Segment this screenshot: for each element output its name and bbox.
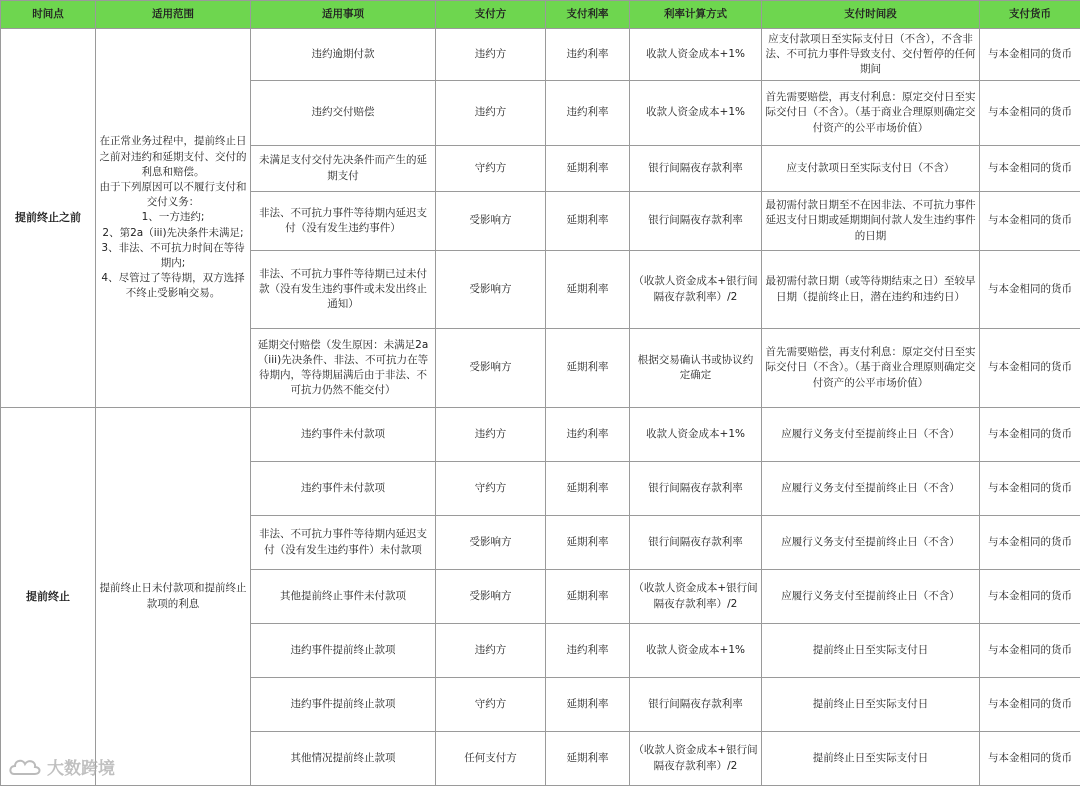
payer-cell: 违约方 <box>436 408 546 462</box>
payer-cell: 受影响方 <box>436 516 546 570</box>
currency-cell: 与本金相同的货币 <box>980 192 1080 251</box>
item-cell: 违约事件未付款项 <box>251 408 436 462</box>
rate-cell: 延期利率 <box>546 462 630 516</box>
method-cell: 收款人资金成本+1% <box>630 408 762 462</box>
item-cell: 非法、不可抗力事件等待期已过未付款（没有发生违约事件或未发出终止通知） <box>251 251 436 329</box>
method-cell: 银行间隔夜存款利率 <box>630 146 762 192</box>
period-cell: 应履行义务支付至提前终止日（不含） <box>762 516 980 570</box>
table-body <box>1 29 1080 786</box>
rate-cell: 延期利率 <box>546 732 630 786</box>
currency-cell: 与本金相同的货币 <box>980 624 1080 678</box>
rate-cell: 违约利率 <box>546 408 630 462</box>
period-cell: 应履行义务支付至提前终止日（不含） <box>762 462 980 516</box>
period-cell: 提前终止日至实际支付日 <box>762 624 980 678</box>
rate-cell: 违约利率 <box>546 624 630 678</box>
period-cell: 应履行义务支付至提前终止日（不含） <box>762 570 980 624</box>
currency-cell: 与本金相同的货币 <box>980 146 1080 192</box>
method-cell: 收款人资金成本+1% <box>630 624 762 678</box>
payer-cell: 违约方 <box>436 624 546 678</box>
scope-cell: 提前终止日未付款项和提前终止款项的利息 <box>96 408 251 786</box>
header-row <box>1 1 1080 29</box>
currency-cell: 与本金相同的货币 <box>980 408 1080 462</box>
currency-cell: 与本金相同的货币 <box>980 251 1080 329</box>
method-cell: （收款人资金成本+银行间隔夜存款利率）/2 <box>630 251 762 329</box>
item-cell: 非法、不可抗力事件等待期内延迟支付（没有发生违约事件）未付款项 <box>251 516 436 570</box>
header-cell-payer: 支付方 <box>436 1 546 29</box>
currency-cell: 与本金相同的货币 <box>980 570 1080 624</box>
header-cell-item: 适用事项 <box>251 1 436 29</box>
currency-cell: 与本金相同的货币 <box>980 732 1080 786</box>
method-cell: 收款人资金成本+1% <box>630 81 762 146</box>
rate-cell: 延期利率 <box>546 146 630 192</box>
period-cell: 应履行义务支付至提前终止日（不含） <box>762 408 980 462</box>
period-cell: 最初需付款日期至不在因非法、不可抗力事件延迟支付日期或延期期间付款人发生违约事件的日期 <box>762 192 980 251</box>
phase-cell: 提前终止 <box>1 408 96 786</box>
payer-cell: 受影响方 <box>436 192 546 251</box>
method-cell: 收款人资金成本+1% <box>630 29 762 81</box>
payer-cell: 任何支付方 <box>436 732 546 786</box>
payer-cell: 守约方 <box>436 462 546 516</box>
currency-cell: 与本金相同的货币 <box>980 462 1080 516</box>
method-cell: 根据交易确认书或协议约定确定 <box>630 329 762 408</box>
rate-cell: 延期利率 <box>546 192 630 251</box>
header-cell-time: 时间点 <box>1 1 96 29</box>
header-cell-currency: 支付货币 <box>980 1 1080 29</box>
item-cell: 违约事件提前终止款项 <box>251 678 436 732</box>
payer-cell: 受影响方 <box>436 570 546 624</box>
method-cell: （收款人资金成本+银行间隔夜存款利率）/2 <box>630 570 762 624</box>
table-row <box>1 29 1080 81</box>
item-cell: 其他情况提前终止款项 <box>251 732 436 786</box>
period-cell: 首先需要赔偿，再支付利息：原定交付日至实际交付日（不含）。（基于商业合理原则确定交付资产的公平市场价值） <box>762 81 980 146</box>
rate-cell: 违约利率 <box>546 81 630 146</box>
item-cell: 违约事件未付款项 <box>251 462 436 516</box>
item-cell: 未满足支付交付先决条件而产生的延期支付 <box>251 146 436 192</box>
payer-cell: 违约方 <box>436 81 546 146</box>
header-cell-rate: 支付利率 <box>546 1 630 29</box>
rate-cell: 延期利率 <box>546 516 630 570</box>
period-cell: 提前终止日至实际支付日 <box>762 732 980 786</box>
payer-cell: 违约方 <box>436 29 546 81</box>
item-cell: 延期交付赔偿（发生原因：未满足2a（iii)先决条件、非法、不可抗力在等待期内，等待期届满后由于非法、不可抗力仍然不能交付） <box>251 329 436 408</box>
currency-cell: 与本金相同的货币 <box>980 81 1080 146</box>
scope-cell: 在正常业务过程中，提前终止日之前对违约和延期支付、交付的利息和赔偿。 由于下列原因可以不履行支付和交付义务： 1、一方违约; 2、第2a（iii)先决条件未满足; 3、非法、不可抗力时间在等待期内; 4、尽管过了等待期，双方选择不终止受影响交易。 <box>96 29 251 408</box>
payer-cell: 受影响方 <box>436 329 546 408</box>
item-cell: 违约逾期付款 <box>251 29 436 81</box>
currency-cell: 与本金相同的货币 <box>980 329 1080 408</box>
watermark-text: 大数跨境 <box>47 759 115 779</box>
rate-cell: 违约利率 <box>546 29 630 81</box>
method-cell: 银行间隔夜存款利率 <box>630 678 762 732</box>
item-cell: 非法、不可抗力事件等待期内延迟支付（没有发生违约事件） <box>251 192 436 251</box>
method-cell: 银行间隔夜存款利率 <box>630 516 762 570</box>
currency-cell: 与本金相同的货币 <box>980 29 1080 81</box>
payer-cell: 受影响方 <box>436 251 546 329</box>
rate-cell: 延期利率 <box>546 329 630 408</box>
period-cell: 提前终止日至实际支付日 <box>762 678 980 732</box>
payer-cell: 守约方 <box>436 146 546 192</box>
method-cell: （收款人资金成本+银行间隔夜存款利率）/2 <box>630 732 762 786</box>
item-cell: 违约交付赔偿 <box>251 81 436 146</box>
period-cell: 最初需付款日期（或等待期结束之日）至较早日期（提前终止日，潜在违约和违约日） <box>762 251 980 329</box>
period-cell: 应支付款项日至实际支付日（不含） <box>762 146 980 192</box>
header-cell-scope: 适用范围 <box>96 1 251 29</box>
rate-cell: 延期利率 <box>546 251 630 329</box>
rate-cell: 延期利率 <box>546 570 630 624</box>
header-cell-method: 利率计算方式 <box>630 1 762 29</box>
item-cell: 其他提前终止事件未付款项 <box>251 570 436 624</box>
header-cell-period: 支付时间段 <box>762 1 980 29</box>
currency-cell: 与本金相同的货币 <box>980 516 1080 570</box>
method-cell: 银行间隔夜存款利率 <box>630 192 762 251</box>
item-cell: 违约事件提前终止款项 <box>251 624 436 678</box>
currency-cell: 与本金相同的货币 <box>980 678 1080 732</box>
period-cell: 首先需要赔偿，再支付利息：原定交付日至实际交付日（不含）。（基于商业合理原则确定交付资产的公平市场价值） <box>762 329 980 408</box>
period-cell: 应支付款项日至实际支付日（不含），不含非法、不可抗力事件导致支付、交付暂停的任何期间 <box>762 29 980 81</box>
method-cell: 银行间隔夜存款利率 <box>630 462 762 516</box>
phase-cell: 提前终止之前 <box>1 29 96 408</box>
table-row <box>1 408 1080 462</box>
payer-cell: 守约方 <box>436 678 546 732</box>
rate-cell: 延期利率 <box>546 678 630 732</box>
